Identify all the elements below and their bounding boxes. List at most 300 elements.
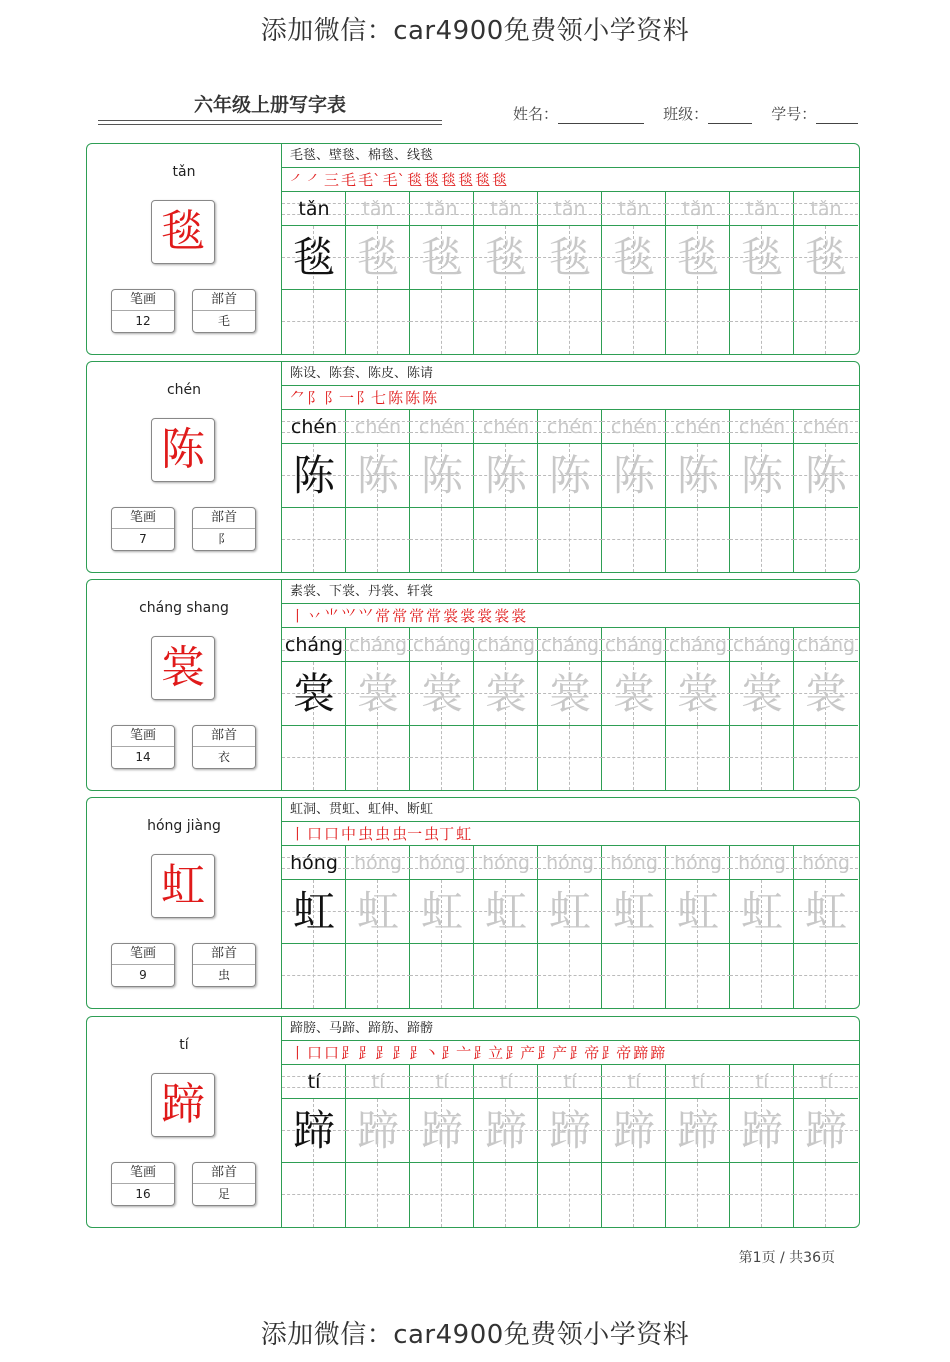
practice-grid	[282, 1065, 860, 1227]
practice-character: 裳	[804, 669, 847, 718]
pinyin-cell[interactable]	[666, 192, 730, 226]
blank-writing-cell[interactable]	[474, 508, 538, 572]
practice-column	[538, 410, 602, 572]
writing-cell[interactable]	[538, 226, 602, 290]
writing-cell[interactable]	[666, 662, 730, 726]
blank-writing-cell[interactable]	[410, 290, 474, 354]
pinyin-text: cháng	[412, 634, 472, 656]
pinyin-cell[interactable]	[346, 192, 410, 226]
blank-writing-cell[interactable]	[538, 1163, 602, 1227]
stroke-step: ⻊帝	[569, 1044, 600, 1062]
blank-writing-cell[interactable]	[666, 726, 730, 790]
pinyin-text: tí	[499, 1071, 513, 1093]
practice-column	[602, 628, 666, 790]
radical-value: 足	[217, 1187, 230, 1201]
practice-character: 陈	[420, 451, 463, 500]
stroke-step: 口	[307, 825, 323, 843]
pinyin-cell[interactable]	[666, 410, 730, 444]
pinyin-text: hóng	[482, 852, 530, 874]
stroke-step: 丨	[290, 825, 306, 843]
practice-column	[730, 628, 794, 790]
blank-writing-cell[interactable]	[282, 944, 346, 1008]
blank-writing-cell[interactable]	[538, 508, 602, 572]
practice-character: 陈	[484, 451, 527, 500]
char-info-panel	[87, 798, 282, 1008]
blank-writing-cell[interactable]	[346, 726, 410, 790]
radical-box	[192, 507, 256, 551]
writing-cell[interactable]	[346, 1099, 410, 1163]
practice-column	[730, 410, 794, 572]
stroke-count-label: 笔画	[112, 944, 174, 965]
blank-writing-cell[interactable]	[794, 944, 858, 1008]
id-blank[interactable]	[816, 107, 858, 124]
practice-column	[282, 1065, 346, 1227]
stroke-step: 虹	[456, 825, 472, 843]
pinyin-cell[interactable]	[282, 1065, 346, 1099]
pinyin-cell[interactable]	[730, 410, 794, 444]
pinyin-cell[interactable]	[474, 1065, 538, 1099]
writing-cell[interactable]	[794, 880, 858, 944]
pinyin-cell[interactable]	[602, 628, 666, 662]
writing-cell[interactable]	[730, 880, 794, 944]
pinyin-cell[interactable]	[602, 1065, 666, 1099]
pinyin-cell[interactable]	[794, 410, 858, 444]
pinyin-text: hóng	[290, 852, 338, 874]
stroke-step: 阝	[307, 389, 323, 407]
pinyin-cell[interactable]	[794, 628, 858, 662]
stroke-step: ⺍	[358, 607, 374, 625]
writing-cell[interactable]	[346, 662, 410, 726]
stroke-step: 中	[341, 825, 357, 843]
practice-column	[282, 410, 346, 572]
practice-character: 毯	[740, 233, 783, 282]
stroke-count-value: 16	[135, 1187, 151, 1201]
writing-cell[interactable]	[794, 1099, 858, 1163]
writing-cell[interactable]	[666, 880, 730, 944]
pinyin-text: chén	[610, 416, 658, 438]
stroke-count-box	[111, 507, 175, 551]
writing-cell[interactable]	[410, 880, 474, 944]
stroke-step: 毯	[407, 171, 423, 189]
pinyin-cell[interactable]	[666, 1065, 730, 1099]
stroke-count-label: 笔画	[112, 1163, 174, 1184]
pinyin-text: tí	[627, 1071, 641, 1093]
pinyin-cell[interactable]	[346, 846, 410, 880]
pinyin-cell[interactable]	[602, 410, 666, 444]
stroke-step: 常	[409, 607, 425, 625]
practice-character: 毯	[804, 233, 847, 282]
pinyin-text: chén	[546, 416, 594, 438]
blank-writing-cell[interactable]	[602, 726, 666, 790]
writing-cell[interactable]	[346, 226, 410, 290]
stroke-step: 蹄	[650, 1044, 666, 1062]
practice-character: 蹄	[420, 1106, 463, 1155]
pinyin-heading: chén	[166, 382, 202, 398]
practice-character: 裳	[676, 669, 719, 718]
pinyin-cell[interactable]	[282, 410, 346, 444]
practice-column	[538, 1065, 602, 1227]
pinyin-text: chén	[290, 416, 338, 438]
watermark-banner-top: 添加微信：car4900免费领小学资料	[260, 16, 690, 46]
stroke-order	[282, 1041, 860, 1065]
radical-label: 部首	[193, 290, 255, 311]
writing-cell[interactable]	[794, 226, 858, 290]
pinyin-cell[interactable]	[538, 192, 602, 226]
stroke-step: 毯	[475, 171, 491, 189]
pinyin-text: cháng	[604, 634, 664, 656]
pinyin-cell[interactable]	[602, 846, 666, 880]
blank-writing-cell[interactable]	[538, 290, 602, 354]
blank-writing-cell[interactable]	[282, 726, 346, 790]
radical-label: 部首	[193, 726, 255, 747]
blank-writing-cell[interactable]	[282, 290, 346, 354]
writing-cell[interactable]	[474, 226, 538, 290]
pinyin-cell[interactable]	[538, 846, 602, 880]
blank-writing-cell[interactable]	[346, 1163, 410, 1227]
writing-cell[interactable]	[474, 1099, 538, 1163]
practice-character: 裳	[484, 669, 527, 718]
practice-character: 蹄	[356, 1106, 399, 1155]
writing-cell[interactable]	[730, 662, 794, 726]
writing-cell[interactable]	[474, 444, 538, 508]
stroke-step: 裳	[477, 607, 493, 625]
writing-cell[interactable]	[474, 662, 538, 726]
writing-cell[interactable]	[794, 662, 858, 726]
pinyin-text: tǎn	[490, 198, 522, 220]
pinyin-cell[interactable]	[282, 192, 346, 226]
radical-box	[192, 1162, 256, 1206]
pinyin-cell[interactable]	[410, 846, 474, 880]
stroke-step: 丷	[307, 607, 323, 625]
stroke-step: 毯	[458, 171, 474, 189]
writing-cell[interactable]	[730, 444, 794, 508]
blank-writing-cell[interactable]	[666, 290, 730, 354]
pinyin-cell[interactable]	[538, 410, 602, 444]
stroke-count-label: 笔画	[112, 726, 174, 747]
radical-value: 毛	[217, 314, 230, 328]
blank-writing-cell[interactable]	[538, 726, 602, 790]
stroke-step: ⻊	[341, 1044, 357, 1062]
student-info	[513, 103, 858, 124]
blank-writing-cell[interactable]	[538, 944, 602, 1008]
stroke-order	[282, 604, 860, 628]
practice-character: 虹	[740, 887, 783, 936]
char-card	[86, 1016, 860, 1228]
practice-column	[602, 410, 666, 572]
pinyin-cell[interactable]	[730, 192, 794, 226]
writing-cell[interactable]	[410, 226, 474, 290]
blank-writing-cell[interactable]	[474, 944, 538, 1008]
stroke-order	[282, 822, 860, 846]
blank-writing-cell[interactable]	[474, 726, 538, 790]
blank-writing-cell[interactable]	[410, 1163, 474, 1227]
pinyin-cell[interactable]	[794, 846, 858, 880]
pinyin-text: cháng	[476, 634, 536, 656]
pinyin-cell[interactable]	[346, 1065, 410, 1099]
practice-character: 蹄	[484, 1106, 527, 1155]
writing-cell[interactable]	[410, 662, 474, 726]
pinyin-text: hóng	[546, 852, 594, 874]
stroke-step: 毛`	[358, 171, 381, 189]
char-info-panel	[87, 362, 282, 572]
stroke-step: ⺍	[341, 607, 357, 625]
pinyin-text: hóng	[802, 852, 850, 874]
stroke-step: 裳	[443, 607, 459, 625]
pinyin-cell[interactable]	[410, 628, 474, 662]
practice-column	[666, 192, 730, 354]
practice-column	[282, 628, 346, 790]
stroke-count-value: 9	[139, 968, 147, 982]
stroke-step: 陈	[405, 389, 421, 407]
writing-cell[interactable]	[730, 226, 794, 290]
writing-cell[interactable]	[282, 1099, 346, 1163]
blank-writing-cell[interactable]	[730, 1163, 794, 1227]
name-label: 姓名：	[513, 105, 559, 123]
writing-cell[interactable]	[730, 1099, 794, 1163]
practice-column	[346, 410, 410, 572]
pinyin-text: tí	[691, 1071, 705, 1093]
practice-character: 虹	[356, 887, 399, 936]
radical-value: 虫	[217, 968, 230, 982]
stroke-step: 毛`	[382, 171, 406, 189]
blank-writing-cell[interactable]	[410, 726, 474, 790]
stroke-count-box	[111, 943, 175, 987]
writing-cell[interactable]	[538, 1099, 602, 1163]
writing-cell[interactable]	[538, 662, 602, 726]
pinyin-text: cháng	[796, 634, 856, 656]
pinyin-cell[interactable]	[282, 846, 346, 880]
pinyin-cell[interactable]	[474, 410, 538, 444]
practice-character: 虹	[612, 887, 655, 936]
writing-cell[interactable]	[410, 444, 474, 508]
writing-cell[interactable]	[602, 662, 666, 726]
blank-writing-cell[interactable]	[602, 1163, 666, 1227]
stroke-count-box	[111, 1162, 175, 1206]
writing-cell[interactable]	[346, 880, 410, 944]
pinyin-cell[interactable]	[794, 192, 858, 226]
practice-character: 陈	[804, 451, 847, 500]
practice-column	[410, 192, 474, 354]
writing-cell[interactable]	[538, 880, 602, 944]
stroke-step: 裳	[494, 607, 510, 625]
blank-writing-cell[interactable]	[794, 726, 858, 790]
stroke-step: 常	[375, 607, 391, 625]
pinyin-cell[interactable]	[730, 1065, 794, 1099]
practice-column	[282, 846, 346, 1008]
pinyin-text: chén	[482, 416, 530, 438]
writing-cell[interactable]	[666, 444, 730, 508]
practice-column	[410, 628, 474, 790]
writing-cell[interactable]	[282, 444, 346, 508]
pinyin-text: cháng	[668, 634, 728, 656]
blank-writing-cell[interactable]	[346, 290, 410, 354]
pinyin-text: hóng	[610, 852, 658, 874]
writing-cell[interactable]	[602, 1099, 666, 1163]
practice-character: 蹄	[292, 1106, 335, 1155]
practice-column	[346, 628, 410, 790]
stroke-step: ⻊	[392, 1044, 408, 1062]
blank-writing-cell[interactable]	[346, 944, 410, 1008]
blank-writing-cell[interactable]	[730, 944, 794, 1008]
char-info-panel	[87, 144, 282, 354]
practice-character: 裳	[740, 669, 783, 718]
blank-writing-cell[interactable]	[410, 944, 474, 1008]
writing-cell[interactable]	[346, 444, 410, 508]
practice-character: 裳	[420, 669, 463, 718]
writing-cell[interactable]	[602, 880, 666, 944]
blank-writing-cell[interactable]	[282, 508, 346, 572]
writing-cell[interactable]	[602, 444, 666, 508]
radical-box	[192, 943, 256, 987]
writing-cell[interactable]	[666, 226, 730, 290]
practice-column	[730, 846, 794, 1008]
practice-character: 陈	[676, 451, 719, 500]
pinyin-cell[interactable]	[410, 410, 474, 444]
practice-column	[794, 1065, 858, 1227]
stroke-step: 阝一	[324, 389, 355, 407]
char-card	[86, 143, 860, 355]
blank-writing-cell[interactable]	[474, 1163, 538, 1227]
pinyin-cell[interactable]	[730, 846, 794, 880]
practice-column	[346, 1065, 410, 1227]
pinyin-cell[interactable]	[410, 1065, 474, 1099]
blank-writing-cell[interactable]	[346, 508, 410, 572]
pinyin-text: tǎn	[298, 198, 330, 220]
stroke-step: ⻊亠	[441, 1044, 472, 1062]
writing-cell[interactable]	[282, 880, 346, 944]
blank-writing-cell[interactable]	[474, 290, 538, 354]
blank-writing-cell[interactable]	[602, 944, 666, 1008]
writing-cell[interactable]	[602, 226, 666, 290]
blank-writing-cell[interactable]	[602, 290, 666, 354]
practice-character: 陈	[292, 451, 335, 500]
blank-writing-cell[interactable]	[730, 508, 794, 572]
char-card	[86, 579, 860, 791]
class-label: 班级：	[663, 105, 709, 123]
practice-column	[602, 846, 666, 1008]
pinyin-cell[interactable]	[282, 628, 346, 662]
pinyin-cell[interactable]	[474, 628, 538, 662]
pinyin-text: hóng	[738, 852, 786, 874]
writing-cell[interactable]	[410, 1099, 474, 1163]
blank-writing-cell[interactable]	[282, 1163, 346, 1227]
writing-cell[interactable]	[474, 880, 538, 944]
pinyin-cell[interactable]	[794, 1065, 858, 1099]
radical-label: 部首	[193, 508, 255, 529]
stroke-step: ⻊产	[505, 1044, 536, 1062]
pinyin-text: tǎn	[618, 198, 650, 220]
practice-character: 毯	[676, 233, 719, 282]
blank-writing-cell[interactable]	[602, 508, 666, 572]
pinyin-text: cháng	[732, 634, 792, 656]
practice-column	[602, 1065, 666, 1227]
blank-writing-cell[interactable]	[410, 508, 474, 572]
writing-cell[interactable]	[794, 444, 858, 508]
practice-column	[346, 192, 410, 354]
blank-writing-cell[interactable]	[794, 508, 858, 572]
pinyin-text: cháng	[284, 634, 344, 656]
writing-cell[interactable]	[538, 444, 602, 508]
pinyin-text: hóng	[354, 852, 402, 874]
page-number: 第1页 / 共36页	[738, 1250, 835, 1266]
pinyin-text: tí	[563, 1071, 577, 1093]
radical-box	[192, 725, 256, 769]
blank-writing-cell[interactable]	[730, 726, 794, 790]
pinyin-cell[interactable]	[538, 628, 602, 662]
radical-value: 阝	[217, 532, 230, 546]
stroke-step: ⺌	[324, 607, 340, 625]
model-character: 虹	[151, 854, 215, 918]
stroke-step: 口	[307, 1044, 323, 1062]
stroke-count-value: 12	[135, 314, 151, 328]
pinyin-cell[interactable]	[666, 628, 730, 662]
blank-writing-cell[interactable]	[666, 944, 730, 1008]
practice-grid	[282, 846, 860, 1008]
blank-writing-cell[interactable]	[666, 1163, 730, 1227]
sheet-title: 六年级上册写字表	[193, 94, 346, 116]
stroke-step: 口	[324, 825, 340, 843]
pinyin-cell[interactable]	[666, 846, 730, 880]
practice-column	[538, 628, 602, 790]
blank-writing-cell[interactable]	[730, 290, 794, 354]
class-blank[interactable]	[708, 107, 752, 124]
stroke-step: 裳	[511, 607, 527, 625]
practice-column	[474, 410, 538, 572]
blank-writing-cell[interactable]	[794, 1163, 858, 1227]
blank-writing-cell[interactable]	[794, 290, 858, 354]
pinyin-cell[interactable]	[410, 192, 474, 226]
stroke-step: ⻊丶	[409, 1044, 440, 1062]
stroke-count-value: 7	[139, 532, 147, 546]
blank-writing-cell[interactable]	[666, 508, 730, 572]
example-words: 蹄膀、马蹄、蹄筋、蹄髈	[282, 1017, 860, 1041]
pinyin-heading: cháng shang	[139, 600, 229, 616]
practice-column	[666, 628, 730, 790]
stroke-step: 虫	[375, 825, 391, 843]
stroke-step: 阝七	[356, 389, 387, 407]
model-character: 毯	[151, 200, 215, 264]
stroke-count-value: 14	[135, 750, 151, 764]
pinyin-cell[interactable]	[474, 192, 538, 226]
stroke-count-label: 笔画	[112, 290, 174, 311]
practice-column	[730, 192, 794, 354]
practice-character: 裳	[548, 669, 591, 718]
pinyin-text: cháng	[348, 634, 408, 656]
model-character: 蹄	[151, 1073, 215, 1137]
pinyin-cell[interactable]	[474, 846, 538, 880]
pinyin-cell[interactable]	[730, 628, 794, 662]
pinyin-cell[interactable]	[346, 628, 410, 662]
stroke-step: 毯	[492, 171, 508, 189]
stroke-step: ⻊	[358, 1044, 374, 1062]
name-blank[interactable]	[558, 107, 644, 124]
pinyin-heading: tí	[179, 1037, 189, 1053]
stroke-count-box	[111, 725, 175, 769]
pinyin-cell[interactable]	[602, 192, 666, 226]
writing-cell[interactable]	[666, 1099, 730, 1163]
writing-cell[interactable]	[282, 662, 346, 726]
pinyin-cell[interactable]	[538, 1065, 602, 1099]
pinyin-cell[interactable]	[346, 410, 410, 444]
stroke-step: ⻊帝	[601, 1044, 632, 1062]
practice-column	[794, 846, 858, 1008]
writing-cell[interactable]	[282, 226, 346, 290]
practice-column	[474, 1065, 538, 1227]
example-words: 虹洞、贯虹、虹伸、断虹	[282, 798, 860, 822]
pinyin-text: tí	[371, 1071, 385, 1093]
practice-character: 裳	[612, 669, 655, 718]
id-label: 学号：	[771, 105, 817, 123]
